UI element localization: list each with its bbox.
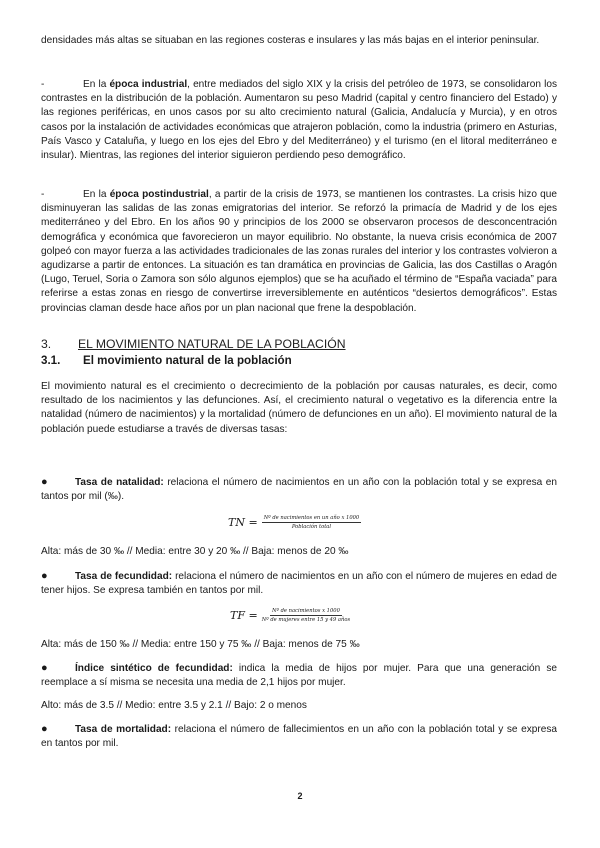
natalidad-term: Tasa de natalidad: [75, 477, 164, 488]
natalidad-scale: Alta: más de 30 ‰ // Media: entre 30 y 20 ‰ // Baja: menos de 20 ‰ [41, 546, 349, 557]
fecundidad-term: Tasa de fecundidad: [75, 571, 173, 582]
fecundidad-scale: Alta: más de 150 ‰ // Media: entre 150 y 75 ‰ // Baja: menos de 75 ‰ [41, 639, 360, 650]
intro-continuation: densidades más altas se situaban en las regiones costeras e insulares y las más bajas en el interior peninsular. [41, 35, 540, 46]
bullet-icon: ● [41, 723, 48, 735]
mortalidad-item: ● Tasa de mortalidad: relaciona el número de fallecimientos en un año con la población total y se expresa en tantos por mil. [41, 723, 557, 750]
fecundidad-item: ● Tasa de fecundidad: relaciona el número de nacimientos en un año con el número de mujeres en edad de tener hijos. Se expresa también en tantos por mil. [41, 570, 558, 597]
natalidad-formula: TN = $\frac{\text{Nº de nacimientos en un año x 1000}}{\text{Población total}}$ [228, 515, 360, 530]
natalidad-item: ● Tasa de natalidad: relaciona el número de nacimientos en un año con la población total y se expresa en tantos por mil (‰). [41, 476, 557, 503]
isf-term: Índice sintético de fecundidad: [75, 663, 233, 674]
postindustrial-era-paragraph: - En la época postindustrial, a partir de la crisis de 1973, se mantienen los contrastes. La crisis hizo que disminuyeran las salidas de las zonas emigratorias del interior. Se reforzó la primacía de Madrid y de los ejes mediterráneo y del Ebro. En los años 90 y principios de los 2000 se observaron procesos de desconcentración demográfica y económica que favorecieron un mayor equilibrio. No obstante, la nueva crisis económica de 2007 golpeó con mayor fuerza a las actividades tradicionales de las zonas rurales del interior y los contrastes volvieron a agudizarse a partir de entonces. La situación es tan dramática en provincias de Galicia, las dos Castillas o Aragón (Lugo, Teruel, Soria o Zamora son sólo algunos ejemplos) que se ha acuñado el término de “España vaciada” para referirse a estas zonas en riesgo de convertirse irreversiblemente en auténticos “desiertos demográficos”. Estas provincias claman desde hace años por un plan nacional que frene la despoblación. [41, 189, 558, 314]
bullet-icon: ● [41, 662, 48, 674]
isf-item: ● Índice sintético de fecundidad: indica la media de hijos por mujer. Para que una generación se reemplace a sí misma se necesita una media de 2,1 hijos por mujer. [41, 662, 558, 689]
dash-marker: - [41, 79, 45, 90]
fecundidad-formula: TF = $\frac{\text{Nº de nacimientos x 1000}}{\text{Nº de mujeres entre 15 y 49 años}}$ [230, 608, 351, 623]
bullet-icon: ● [41, 570, 48, 582]
industrial-era-paragraph: - En la época industrial, entre mediados del siglo XIX y la crisis del petróleo de 1973, se consolidaron los contrastes en la distribución de la población. Aumentaron su peso Madrid (capital y centro financiero del Estado) y las regiones periféricas, en unos casos por su alto crecimiento natural (Galicia, Andalucía y Murcia), y en otros casos por la instalación de actividades económicas que atrajeron población, como la industria (primero en Asturias, País Vasco y Cataluña, y luego en los ejes del Ebro y del Mediterráneo) y el turismo (en el litoral mediterráneo e insular). Mientras, las regiones del interior siguieron perdiendo peso demográfico. [41, 79, 558, 162]
dash-marker: - [41, 189, 45, 200]
mortalidad-term: Tasa de mortalidad: [75, 724, 172, 735]
subsection-heading: 3.1. El movimiento natural de la población [41, 354, 292, 367]
industrial-era-term: época industrial [109, 79, 188, 90]
postindustrial-era-term: época postindustrial [109, 189, 209, 200]
isf-scale: Alto: más de 3.5 // Medio: entre 3.5 y 2.1 // Bajo: 2 o menos [41, 700, 307, 711]
intro-paragraph: El movimiento natural es el crecimiento o decrecimiento de la población por causas naturales, es decir, como resultado de los nacimientos y las defunciones. Así, el crecimiento natural o vegetativo es la diferencia entre la natalidad (número de nacimientos) y la mortalidad (número de defunciones en un año). El movimiento natural de la población puede estudiarse a través de diversas tasas: [41, 381, 557, 435]
page-number: 2 [297, 791, 303, 801]
section-heading: 3. EL MOVIMIENTO NATURAL DE LA POBLACIÓN [41, 337, 346, 351]
bullet-icon: ● [41, 476, 48, 488]
